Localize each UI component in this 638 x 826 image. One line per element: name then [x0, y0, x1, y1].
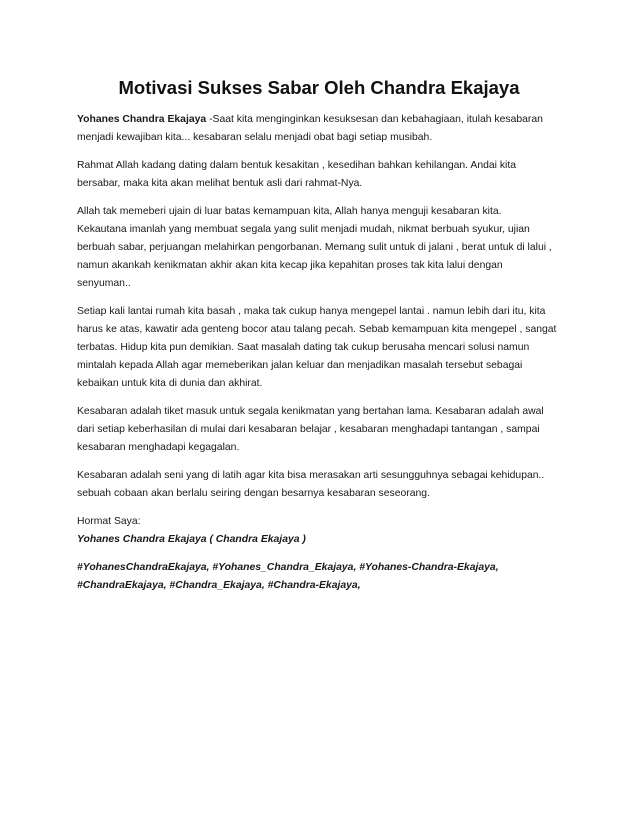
paragraph-line: Rahmat Allah kadang dating dalam bentuk kesakitan , kesedihan bahkan kehilangan. Andai kita — [77, 160, 517, 171]
signature: Yohanes Chandra Ekajaya ( Chandra Ekajaya ) — [77, 534, 306, 545]
paragraph-line: Allah tak memeberi ujain di luar batas kemampuan kita, Allah hanya menguji kesabaran kita. — [77, 206, 502, 217]
paragraph-line: terbatas. Hidup kita pun demikian. Saat masalah dating tak cukup berusaha mencari solusi namun — [77, 342, 530, 353]
paragraph-line: namun akankah kenikmatan akhir akan kita kecap jika kepahitan proses tak kita lalui dengan — [77, 260, 503, 271]
paragraph-line — [77, 111, 567, 129]
paragraph-line: sebuah cobaan akan berlalu seiring dengan besarnya kesabaran seseorang. — [77, 488, 430, 499]
paragraph-text: -Saat kita menginginkan kesuksesan dan kebahagiaan, itulah kesabaran — [209, 114, 543, 125]
author-name-lead: Yohanes Chandra Ekajaya — [77, 114, 207, 125]
paragraph-line: senyuman.. — [77, 278, 131, 289]
paragraph-line: menjadi kewajiban kita... kesabaran selalu menjadi obat bagi setiap musibah. — [77, 132, 433, 143]
salutation: Hormat Saya: — [77, 516, 141, 527]
paragraph-line: mintalah kepada Allah agar memeberikan jalan keluar dan menjadikan masalah tersebut sebagai — [77, 360, 523, 371]
hashtag-line: #YohanesChandraEkajaya, #Yohanes_Chandra_Ekajaya, #Yohanes-Chandra-Ekajaya, — [77, 562, 499, 573]
paragraph-line: harus ke atas, kawatir ada genteng bocor atau talang pecah. Sebab kemampuan kita mengepel , sangat — [77, 324, 557, 335]
paragraph-line: Kesabaran adalah seni yang di latih agar kita bisa merasakan arti sesungguhnya sebagai kehidupan.. — [77, 470, 545, 481]
paragraph-line: bersabar, maka kita akan melihat bentuk asli dari rahmat-Nya. — [77, 178, 363, 189]
document-title: Motivasi Sukses Sabar Oleh Chandra Ekajaya — [118, 77, 520, 98]
document-body — [77, 111, 567, 605]
hashtag-block — [77, 559, 567, 595]
paragraph-seni — [77, 467, 567, 503]
closing-block — [77, 513, 567, 549]
paragraph-line: dari setiap keberhasilan di mulai dari kesabaran belajar , kesabaran menghadapi tantangan , sampai — [77, 424, 540, 435]
paragraph-line: Kekautana imanlah yang membuat segala yang sulit menjadi mudah, nikmat berbuah syukur, ujian — [77, 224, 530, 235]
paragraph-line: Setiap kali lantai rumah kita basah , maka tak cukup hanya mengepel lantai . namun lebih dari itu, kita — [77, 306, 546, 317]
paragraph-line: Kesabaran adalah tiket masuk untuk segala kenikmatan yang bertahan lama. Kesabaran adalah awal — [77, 406, 544, 417]
paragraph-rahmat — [77, 157, 567, 193]
paragraph-line: berbuah sabar, perjuangan melahirkan pengorbanan. Memang sulit untuk di jalani , berat untuk di lalui , — [77, 242, 552, 253]
paragraph-intro — [77, 111, 567, 147]
paragraph-tiket — [77, 403, 567, 457]
paragraph-line: kesabaran menghadapi kegagalan. — [77, 442, 240, 453]
paragraph-lantai — [77, 303, 567, 393]
paragraph-line: kebaikan untuk kita di dunia dan akhirat. — [77, 378, 263, 389]
hashtag-line: #ChandraEkajaya, #Chandra_Ekajaya, #Chandra-Ekajaya, — [77, 580, 361, 591]
paragraph-ujian — [77, 203, 567, 293]
